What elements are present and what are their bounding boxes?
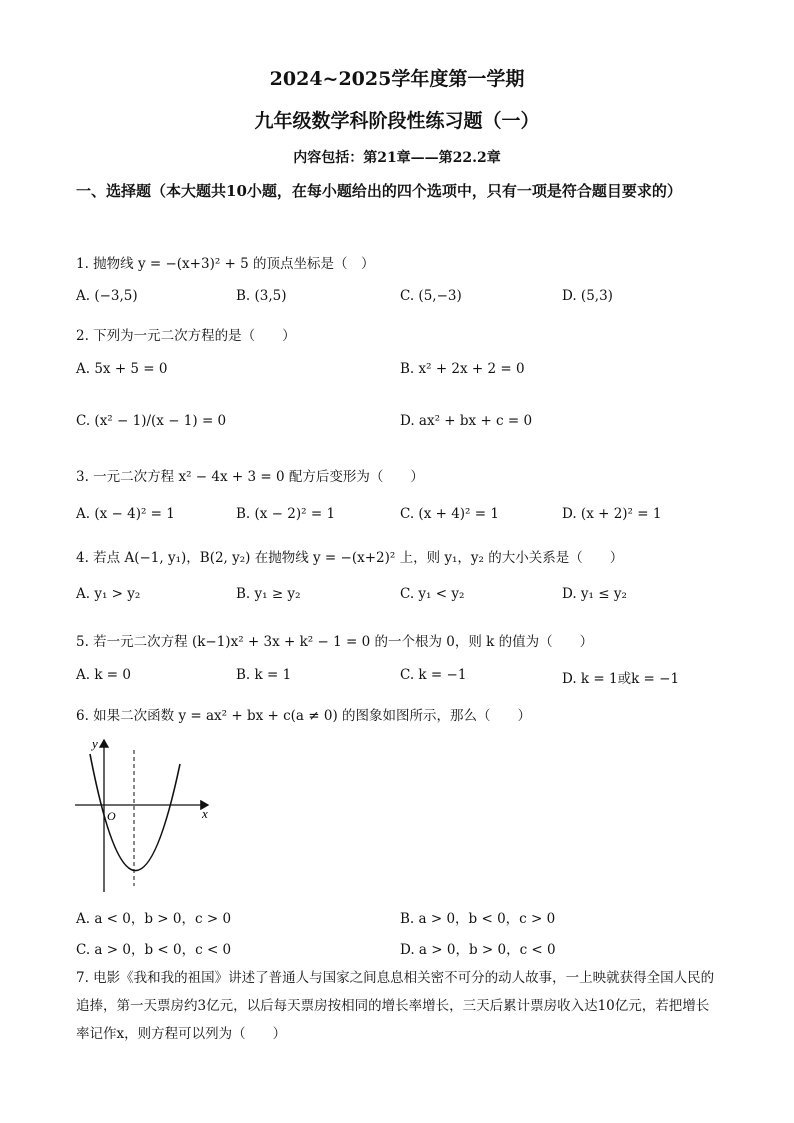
exam-scope: 内容包括：第21章——第22.2章 <box>293 150 501 166</box>
question-2-option-c: C. (x² − 1)/(x − 1) = 0 <box>76 413 227 429</box>
y-axis-label: y <box>92 736 98 751</box>
question-6-option-d: D. a > 0，b > 0，c < 0 <box>400 942 556 958</box>
question-4-option-c: C. y₁ < y₂ <box>400 586 465 602</box>
question-4-option-b: B. y₁ ≥ y₂ <box>236 586 301 602</box>
question-5-stem: 5. 若一元二次方程 (k−1)x² + 3x + k² − 1 = 0 的一个根为 0，则 k 的值为（ ） <box>76 634 594 650</box>
question-5-option-b: B. k = 1 <box>236 667 292 683</box>
question-3-option-c: C. (x + 4)² = 1 <box>400 506 499 522</box>
exam-title-subject: 九年级数学科阶段性练习题（一） <box>254 110 540 132</box>
question-1-stem: 1. 抛物线 y = −(x+3)² + 5 的顶点坐标是（ ） <box>76 256 375 272</box>
question-4-stem: 4. 若点 A(−1, y₁)，B(2, y₂) 在抛物线 y = −(x+2)² 上，则 y₁，y₂ 的大小关系是（ ） <box>76 550 624 566</box>
question-1-option-d: D. (5,3) <box>562 288 613 304</box>
origin-label: O <box>107 809 116 823</box>
question-6-stem: 6. 如果二次函数 y = ax² + bx + c(a ≠ 0) 的图象如图所示，那么（ ） <box>76 708 532 724</box>
question-2-stem: 2. 下列为一元二次方程的是（ ） <box>76 328 296 344</box>
section-heading: 一、选择题（本大题共10小题，在每小题给出的四个选项中，只有一项是符合题目要求的） <box>76 182 682 200</box>
question-5-option-d: D. k = 1或k = −1 <box>562 671 680 687</box>
question-1-option-a: A. (−3,5) <box>76 288 138 304</box>
parabola-figure <box>70 732 220 900</box>
question-3-option-b: B. (x − 2)² = 1 <box>236 506 336 522</box>
question-2-option-b: B. x² + 2x + 2 = 0 <box>400 361 525 377</box>
question-7-stem: 7. 电影《我和我的祖国》讲述了普通人与国家之间息息相关密不可分的动人故事，一上映就获得全国人民的追捧，第一天票房约3亿元，以后每天票房按相同的增长率增长，三天后累计票房收入达10亿元，若把增长率记作x，则方程可以列为（ ） <box>76 970 715 1042</box>
question-4-option-a: A. y₁ > y₂ <box>76 586 141 602</box>
question-6-option-a: A. a < 0，b > 0，c > 0 <box>76 911 232 927</box>
question-2-option-d: D. ax² + bx + c = 0 <box>400 413 533 429</box>
question-5-option-c: C. k = −1 <box>400 667 467 683</box>
question-3-option-d: D. (x + 2)² = 1 <box>562 506 662 522</box>
question-4-option-d: D. y₁ ≤ y₂ <box>562 586 627 602</box>
question-6-option-c: C. a > 0，b < 0，c < 0 <box>76 942 232 958</box>
question-1-option-b: B. (3,5) <box>236 288 287 304</box>
question-3-stem: 3. 一元二次方程 x² − 4x + 3 = 0 配方后变形为（ ） <box>76 469 424 485</box>
question-5-option-a: A. k = 0 <box>76 667 131 683</box>
question-1-option-c: C. (5,−3) <box>400 288 462 304</box>
question-6-option-b: B. a > 0，b < 0，c > 0 <box>400 911 556 927</box>
exam-title-year: 2024~2025学年度第一学期 <box>269 68 525 90</box>
x-axis-label: x <box>202 806 208 821</box>
question-3-option-a: A. (x − 4)² = 1 <box>76 506 175 522</box>
question-2-option-a: A. 5x + 5 = 0 <box>76 361 168 377</box>
